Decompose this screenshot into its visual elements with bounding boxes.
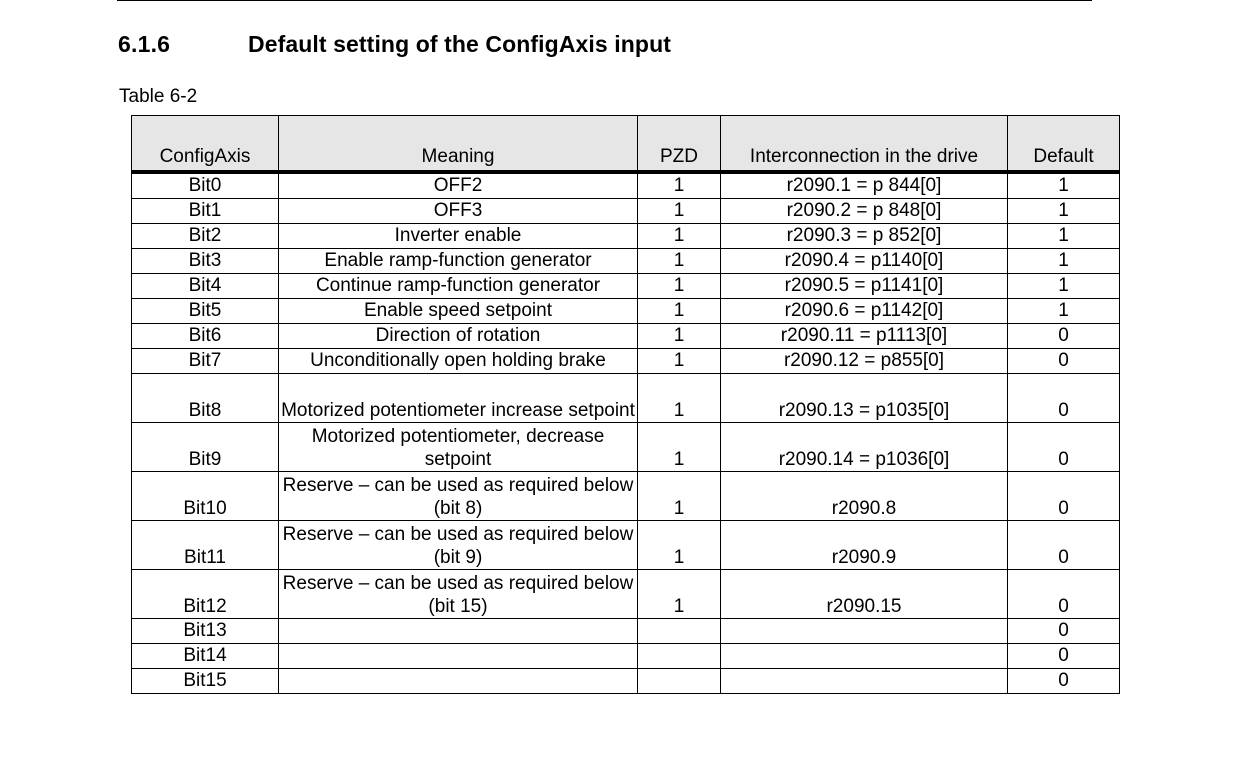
- header-meaning: Meaning: [279, 116, 638, 173]
- cell-bit: Bit14: [132, 644, 279, 669]
- cell-pzd: 1: [638, 249, 721, 274]
- cell-default: 0: [1008, 619, 1120, 644]
- header-default: Default: [1008, 116, 1120, 173]
- cell-default: 1: [1008, 199, 1120, 224]
- cell-bit: Bit6: [132, 324, 279, 349]
- cell-meaning: [279, 669, 638, 694]
- cell-interconnection: r2090.5 = p1141[0]: [721, 274, 1008, 299]
- cell-default: 0: [1008, 644, 1120, 669]
- cell-meaning: Enable speed setpoint: [279, 299, 638, 324]
- cell-bit: Bit9: [132, 423, 279, 472]
- cell-default: 1: [1008, 224, 1120, 249]
- table-body: [132, 172, 1120, 694]
- cell-interconnection: [721, 669, 1008, 694]
- cell-default: 1: [1008, 249, 1120, 274]
- cell-interconnection: r2090.9: [721, 521, 1008, 570]
- table-row: [132, 570, 1120, 619]
- cell-default: 1: [1008, 299, 1120, 324]
- cell-interconnection: r2090.13 = p1035[0]: [721, 374, 1008, 423]
- cell-default: 0: [1008, 349, 1120, 374]
- cell-bit: Bit7: [132, 349, 279, 374]
- table-row: [132, 324, 1120, 349]
- cell-bit: Bit3: [132, 249, 279, 274]
- cell-bit: Bit12: [132, 570, 279, 619]
- cell-pzd: 1: [638, 199, 721, 224]
- table-row: [132, 249, 1120, 274]
- table-row: [132, 644, 1120, 669]
- table-row: [132, 374, 1120, 423]
- cell-pzd: 1: [638, 374, 721, 423]
- cell-interconnection: r2090.11 = p1113[0]: [721, 324, 1008, 349]
- table-row: [132, 299, 1120, 324]
- cell-meaning: Direction of rotation: [279, 324, 638, 349]
- cell-interconnection: r2090.6 = p1142[0]: [721, 299, 1008, 324]
- cell-default: 0: [1008, 423, 1120, 472]
- config-axis-table: [131, 115, 1120, 694]
- table-row: [132, 619, 1120, 644]
- cell-default: 0: [1008, 324, 1120, 349]
- cell-meaning: Unconditionally open holding brake: [279, 349, 638, 374]
- header-interconnection: Interconnection in the drive: [721, 116, 1008, 173]
- cell-pzd: 1: [638, 299, 721, 324]
- cell-meaning: Motorized potentiometer increase setpoint: [279, 374, 638, 423]
- top-rule: [117, 0, 1092, 1]
- cell-meaning: [279, 644, 638, 669]
- table-row: [132, 172, 1120, 199]
- cell-meaning: Reserve – can be used as required below (bit 9): [279, 521, 638, 570]
- table-row: [132, 274, 1120, 299]
- cell-bit: Bit10: [132, 472, 279, 521]
- cell-bit: Bit15: [132, 669, 279, 694]
- cell-bit: Bit5: [132, 299, 279, 324]
- table-row: [132, 224, 1120, 249]
- cell-default: 1: [1008, 172, 1120, 199]
- cell-meaning: Motorized potentiometer, decrease setpoint: [279, 423, 638, 472]
- cell-pzd: 1: [638, 570, 721, 619]
- cell-bit: Bit2: [132, 224, 279, 249]
- cell-meaning: OFF2: [279, 172, 638, 199]
- cell-interconnection: r2090.3 = p 852[0]: [721, 224, 1008, 249]
- cell-default: 0: [1008, 521, 1120, 570]
- table-row: [132, 199, 1120, 224]
- header-configaxis: ConfigAxis: [132, 116, 279, 173]
- header-pzd: PZD: [638, 116, 721, 173]
- cell-interconnection: r2090.14 = p1036[0]: [721, 423, 1008, 472]
- cell-default: 0: [1008, 669, 1120, 694]
- cell-meaning: OFF3: [279, 199, 638, 224]
- table-row: [132, 472, 1120, 521]
- cell-pzd: [638, 644, 721, 669]
- cell-pzd: 1: [638, 172, 721, 199]
- cell-bit: Bit0: [132, 172, 279, 199]
- section-title: Default setting of the ConfigAxis input: [248, 31, 671, 57]
- cell-meaning: Inverter enable: [279, 224, 638, 249]
- cell-meaning: Enable ramp-function generator: [279, 249, 638, 274]
- cell-pzd: 1: [638, 423, 721, 472]
- cell-interconnection: [721, 644, 1008, 669]
- cell-bit: Bit13: [132, 619, 279, 644]
- table-row: [132, 669, 1120, 694]
- cell-pzd: 1: [638, 224, 721, 249]
- cell-bit: Bit1: [132, 199, 279, 224]
- table-row: [132, 349, 1120, 374]
- cell-pzd: 1: [638, 274, 721, 299]
- cell-pzd: 1: [638, 472, 721, 521]
- cell-default: 0: [1008, 374, 1120, 423]
- cell-pzd: [638, 669, 721, 694]
- cell-meaning: Reserve – can be used as required below (bit 8): [279, 472, 638, 521]
- cell-interconnection: r2090.8: [721, 472, 1008, 521]
- cell-meaning: Continue ramp-function generator: [279, 274, 638, 299]
- cell-interconnection: r2090.15: [721, 570, 1008, 619]
- cell-default: 0: [1008, 570, 1120, 619]
- table-row: [132, 521, 1120, 570]
- cell-pzd: [638, 619, 721, 644]
- cell-pzd: 1: [638, 324, 721, 349]
- cell-interconnection: r2090.4 = p1140[0]: [721, 249, 1008, 274]
- table-caption: Table 6-2: [119, 86, 198, 107]
- cell-interconnection: [721, 619, 1008, 644]
- table-row: [132, 423, 1120, 472]
- cell-interconnection: r2090.12 = p855[0]: [721, 349, 1008, 374]
- table-header-row: [132, 116, 1120, 173]
- cell-default: 1: [1008, 274, 1120, 299]
- cell-bit: Bit4: [132, 274, 279, 299]
- cell-pzd: 1: [638, 521, 721, 570]
- cell-default: 0: [1008, 472, 1120, 521]
- cell-meaning: [279, 619, 638, 644]
- cell-pzd: 1: [638, 349, 721, 374]
- cell-meaning: Reserve – can be used as required below (bit 15): [279, 570, 638, 619]
- cell-bit: Bit8: [132, 374, 279, 423]
- section-number: 6.1.6: [118, 31, 171, 57]
- cell-interconnection: r2090.1 = p 844[0]: [721, 172, 1008, 199]
- cell-interconnection: r2090.2 = p 848[0]: [721, 199, 1008, 224]
- cell-bit: Bit11: [132, 521, 279, 570]
